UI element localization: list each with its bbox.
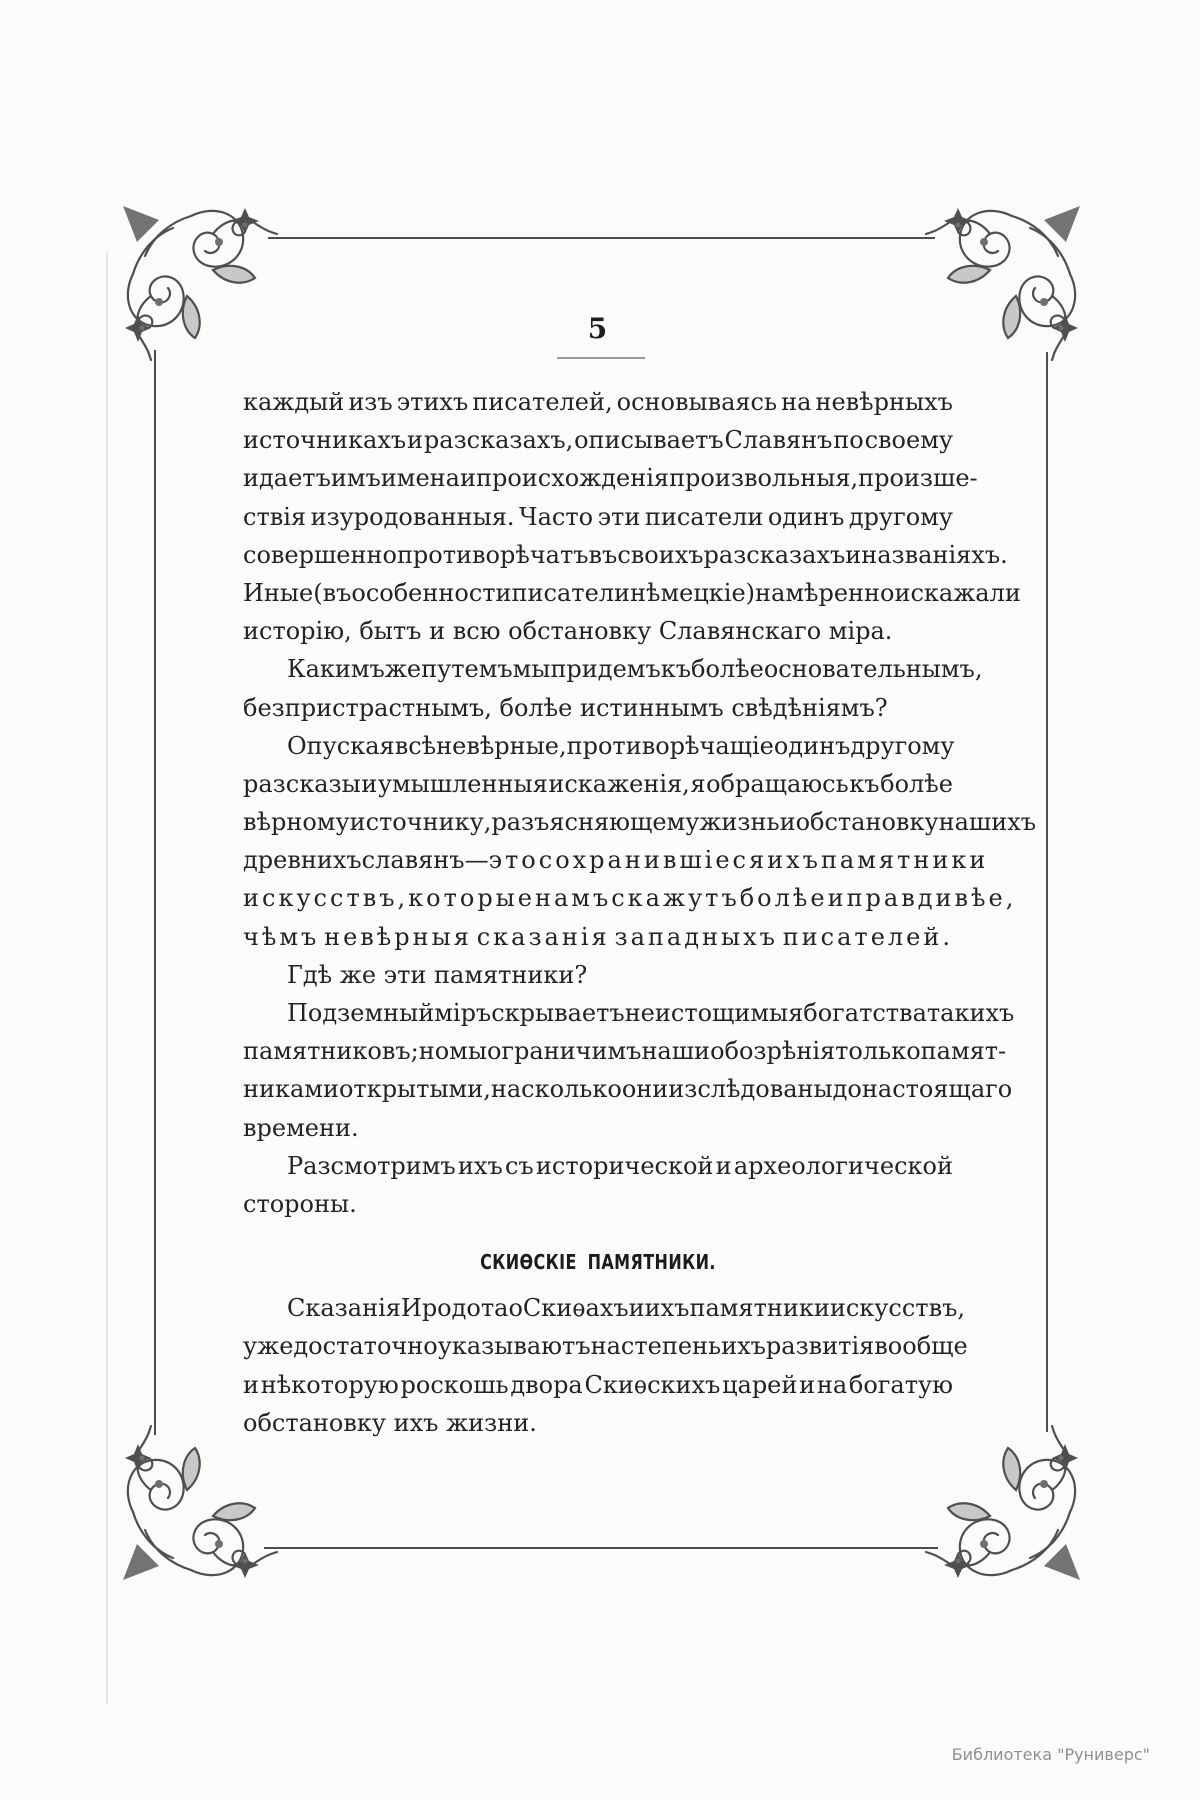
word: писатели bbox=[644, 502, 764, 531]
text-line bbox=[243, 540, 1008, 579]
word: это bbox=[488, 846, 539, 875]
text-line bbox=[243, 884, 1017, 922]
word: ихъ bbox=[457, 1151, 503, 1180]
word: съ bbox=[504, 1151, 534, 1180]
word: и bbox=[827, 884, 847, 913]
word: путемъ bbox=[421, 655, 513, 684]
word: на bbox=[781, 388, 812, 416]
page-number: 5 bbox=[587, 312, 609, 345]
paragraph bbox=[243, 731, 1036, 961]
word: Иные bbox=[243, 578, 314, 607]
word: Опуская bbox=[287, 731, 395, 760]
word: настоящаго bbox=[861, 1075, 1013, 1104]
text-line bbox=[243, 846, 989, 884]
word: изуродованныя. bbox=[310, 502, 515, 531]
word: ствія bbox=[243, 502, 307, 531]
word: названіяхъ. bbox=[861, 540, 1008, 569]
text-line bbox=[243, 770, 953, 808]
word: другому bbox=[848, 502, 953, 531]
word: и bbox=[779, 808, 796, 837]
word: и bbox=[715, 1151, 732, 1180]
word: даетъ bbox=[259, 464, 331, 493]
text-run: обстановку ихъ жизни. bbox=[243, 1408, 537, 1437]
text-run: исторію, бытъ и всю обстановку Славянскаго міра. bbox=[243, 617, 893, 646]
word: никами bbox=[243, 1075, 339, 1104]
word: намѣренно bbox=[755, 578, 895, 607]
word: мы bbox=[449, 1037, 487, 1066]
word: и bbox=[628, 1294, 645, 1323]
word: указываютъ bbox=[437, 1332, 591, 1361]
word: и bbox=[243, 1370, 259, 1399]
word: невѣрныхъ bbox=[815, 388, 953, 416]
word: наши bbox=[641, 1037, 711, 1066]
word: скрываетъ bbox=[491, 999, 625, 1027]
word: ихъ bbox=[721, 1332, 766, 1361]
word: одинъ bbox=[767, 502, 845, 531]
word: основываясь bbox=[616, 388, 778, 416]
text-line bbox=[243, 923, 953, 961]
word: нѣмецкіе) bbox=[630, 578, 756, 607]
text-line bbox=[243, 388, 953, 426]
paragraph bbox=[243, 655, 983, 731]
word: своему bbox=[864, 426, 953, 455]
word: о bbox=[508, 1294, 523, 1323]
word: (въ bbox=[313, 578, 352, 607]
word: невѣрные, bbox=[436, 731, 567, 760]
word: мы bbox=[512, 655, 551, 684]
word: памятниковъ; bbox=[243, 1037, 419, 1066]
word: искаженія, bbox=[548, 769, 690, 798]
word: обращаюсь bbox=[706, 769, 849, 798]
word: памятники bbox=[689, 1294, 830, 1323]
word: міръ bbox=[434, 999, 492, 1027]
text-run: стороны. bbox=[243, 1189, 357, 1218]
word: неистощимыя bbox=[624, 999, 804, 1027]
word: вообще bbox=[874, 1332, 968, 1361]
text-line bbox=[243, 426, 953, 464]
body-text bbox=[243, 388, 1036, 1447]
text-line bbox=[243, 1409, 953, 1447]
word: Часто bbox=[519, 502, 594, 531]
word: и bbox=[845, 540, 862, 569]
word: чѣмъ bbox=[243, 922, 320, 951]
word: каждый bbox=[243, 388, 345, 416]
text-line bbox=[243, 578, 1021, 617]
word: въ bbox=[588, 540, 618, 569]
text-line bbox=[243, 464, 978, 502]
word: Славянъ bbox=[724, 426, 833, 455]
text-run: безпристрастнымъ, болѣе истиннымъ свѣдѣніямъ? bbox=[243, 693, 888, 722]
text-line bbox=[243, 1075, 1013, 1113]
word: развитія bbox=[765, 1332, 875, 1361]
text-line bbox=[243, 617, 953, 655]
word: совершенно bbox=[243, 540, 397, 569]
word: сохранившіеся bbox=[538, 846, 768, 875]
word: богатства bbox=[803, 999, 927, 1027]
word: имъ bbox=[330, 464, 381, 493]
word: всѣ bbox=[394, 731, 437, 760]
word: источникахъ bbox=[243, 426, 407, 455]
word: же bbox=[384, 655, 422, 684]
word: на bbox=[816, 1370, 848, 1399]
word: невѣрныя bbox=[324, 922, 472, 951]
word: изъ bbox=[348, 388, 393, 416]
text-line bbox=[243, 732, 953, 770]
word: жизнь bbox=[699, 808, 780, 837]
word: славянъ bbox=[361, 846, 465, 875]
word: къ bbox=[849, 769, 880, 798]
word: до bbox=[832, 1075, 862, 1104]
paragraph bbox=[243, 999, 1015, 1152]
word: основательнымъ, bbox=[763, 655, 983, 684]
word: разсказахъ bbox=[703, 540, 846, 569]
paragraph bbox=[243, 1294, 968, 1447]
text-line bbox=[243, 1152, 953, 1190]
text-line bbox=[243, 1114, 953, 1152]
word: произвольныя, bbox=[669, 464, 859, 493]
paragraph bbox=[243, 388, 1021, 655]
word: этихъ bbox=[396, 388, 469, 416]
word: по bbox=[833, 426, 864, 455]
word: достаточно bbox=[293, 1332, 438, 1361]
section-heading: СКИѲСКІЕ ПАМЯТНИКИ. bbox=[480, 1250, 716, 1275]
frame-border-top bbox=[268, 237, 935, 239]
word: на bbox=[590, 1332, 621, 1361]
word: и bbox=[799, 1370, 816, 1399]
word: — bbox=[464, 846, 489, 875]
word: Скиѳахъ bbox=[522, 1294, 629, 1323]
word: писателей, bbox=[472, 388, 613, 416]
word: обстановку bbox=[795, 808, 939, 837]
word: Сказанія bbox=[287, 1294, 401, 1323]
word: намъ bbox=[534, 884, 612, 913]
word: западныхъ bbox=[614, 922, 778, 951]
word: Иродота bbox=[400, 1294, 509, 1323]
word: писатели bbox=[511, 578, 631, 607]
word: искусствъ, bbox=[243, 884, 409, 913]
text-line bbox=[243, 503, 953, 541]
word: двора bbox=[510, 1370, 583, 1399]
corner-flourish-ornament-top-left bbox=[95, 178, 325, 408]
word: имена bbox=[380, 464, 460, 493]
frame-border-bottom bbox=[264, 1547, 938, 1549]
word: они bbox=[621, 1075, 669, 1104]
word: памят- bbox=[920, 1037, 1007, 1066]
word: но bbox=[418, 1037, 450, 1066]
word: сказанія bbox=[476, 922, 610, 951]
word: и bbox=[407, 426, 424, 455]
page-number-rule bbox=[557, 357, 645, 359]
paragraph bbox=[243, 961, 953, 999]
word: и bbox=[361, 769, 378, 798]
section-before-heading bbox=[243, 388, 1036, 1228]
text-line bbox=[243, 1371, 953, 1409]
word: умышленныя bbox=[377, 769, 548, 798]
word: своихъ bbox=[617, 540, 704, 569]
text-line bbox=[243, 808, 1036, 846]
word: одинъ bbox=[773, 731, 851, 760]
word: особенности bbox=[351, 578, 512, 607]
word: только bbox=[835, 1037, 921, 1066]
word: уже bbox=[243, 1332, 294, 1361]
word: къ bbox=[660, 655, 691, 684]
section-after-heading bbox=[243, 1294, 968, 1447]
word: роскошь bbox=[400, 1370, 509, 1399]
word: ихъ bbox=[644, 1294, 690, 1323]
word: писателей. bbox=[782, 922, 953, 951]
word: обозрѣнія bbox=[710, 1037, 836, 1066]
word: Разсмотримъ bbox=[287, 1151, 456, 1180]
word: исторической bbox=[535, 1151, 714, 1180]
frame-border-right bbox=[1046, 352, 1048, 1432]
word: степень bbox=[620, 1332, 722, 1361]
text-line bbox=[243, 1332, 968, 1370]
word: вѣрному bbox=[243, 808, 350, 837]
word: памятники bbox=[820, 846, 989, 875]
word: изслѣдованы bbox=[668, 1075, 833, 1104]
word: произше- bbox=[858, 464, 978, 493]
word: я bbox=[690, 769, 706, 798]
text-run: времени. bbox=[243, 1113, 359, 1142]
text-line bbox=[243, 655, 983, 693]
watermark: Библиотека "Руниверс" bbox=[951, 1745, 1150, 1764]
word: правдивѣе, bbox=[846, 884, 1017, 913]
word: происхожденія bbox=[475, 464, 670, 493]
word: Подземный bbox=[287, 999, 435, 1027]
word: разъясняющему bbox=[491, 808, 700, 837]
word: искажали bbox=[894, 578, 1021, 607]
word: искусствъ, bbox=[829, 1294, 965, 1323]
word: которые bbox=[408, 884, 535, 913]
word: источнику, bbox=[349, 808, 492, 837]
corner-flourish-ornament-top-right bbox=[878, 178, 1108, 408]
word: археологической bbox=[733, 1151, 953, 1180]
word: Какимъ bbox=[287, 655, 385, 684]
word: и bbox=[243, 464, 259, 493]
word: богатую bbox=[848, 1370, 953, 1399]
text-line bbox=[243, 961, 953, 999]
text-run: Гдѣ же эти памятники? bbox=[287, 960, 588, 989]
text-line bbox=[243, 1294, 965, 1332]
word: описываетъ bbox=[574, 426, 724, 455]
word: открытыми, bbox=[338, 1075, 491, 1104]
word: ихъ bbox=[767, 846, 821, 875]
word: царей bbox=[722, 1370, 798, 1399]
text-line bbox=[243, 694, 953, 732]
word: болѣе bbox=[880, 769, 953, 798]
word: древнихъ bbox=[243, 846, 362, 875]
frame-border-left bbox=[154, 350, 156, 1435]
word: эти bbox=[597, 502, 641, 531]
paragraph bbox=[243, 1152, 953, 1228]
word: разсказы bbox=[243, 769, 361, 798]
word: придемъ bbox=[550, 655, 661, 684]
word: болѣе bbox=[691, 655, 764, 684]
text-line bbox=[243, 1037, 1007, 1075]
word: ограничимъ bbox=[486, 1037, 642, 1066]
word: другому bbox=[850, 731, 955, 760]
word: такихъ bbox=[926, 999, 1015, 1027]
text-line bbox=[243, 1190, 953, 1228]
word: противорѣчатъ bbox=[396, 540, 589, 569]
text-line bbox=[243, 999, 1015, 1037]
word: противорѣчащіе bbox=[566, 731, 774, 760]
word: нѣкоторую bbox=[260, 1370, 399, 1399]
word: Скиѳскихъ bbox=[584, 1370, 721, 1399]
word: скажутъ bbox=[611, 884, 740, 913]
word: и bbox=[459, 464, 476, 493]
word: разсказахъ, bbox=[423, 426, 574, 455]
word: болѣе bbox=[739, 884, 828, 913]
word: нашихъ bbox=[938, 808, 1036, 837]
word: насколько bbox=[490, 1075, 622, 1104]
